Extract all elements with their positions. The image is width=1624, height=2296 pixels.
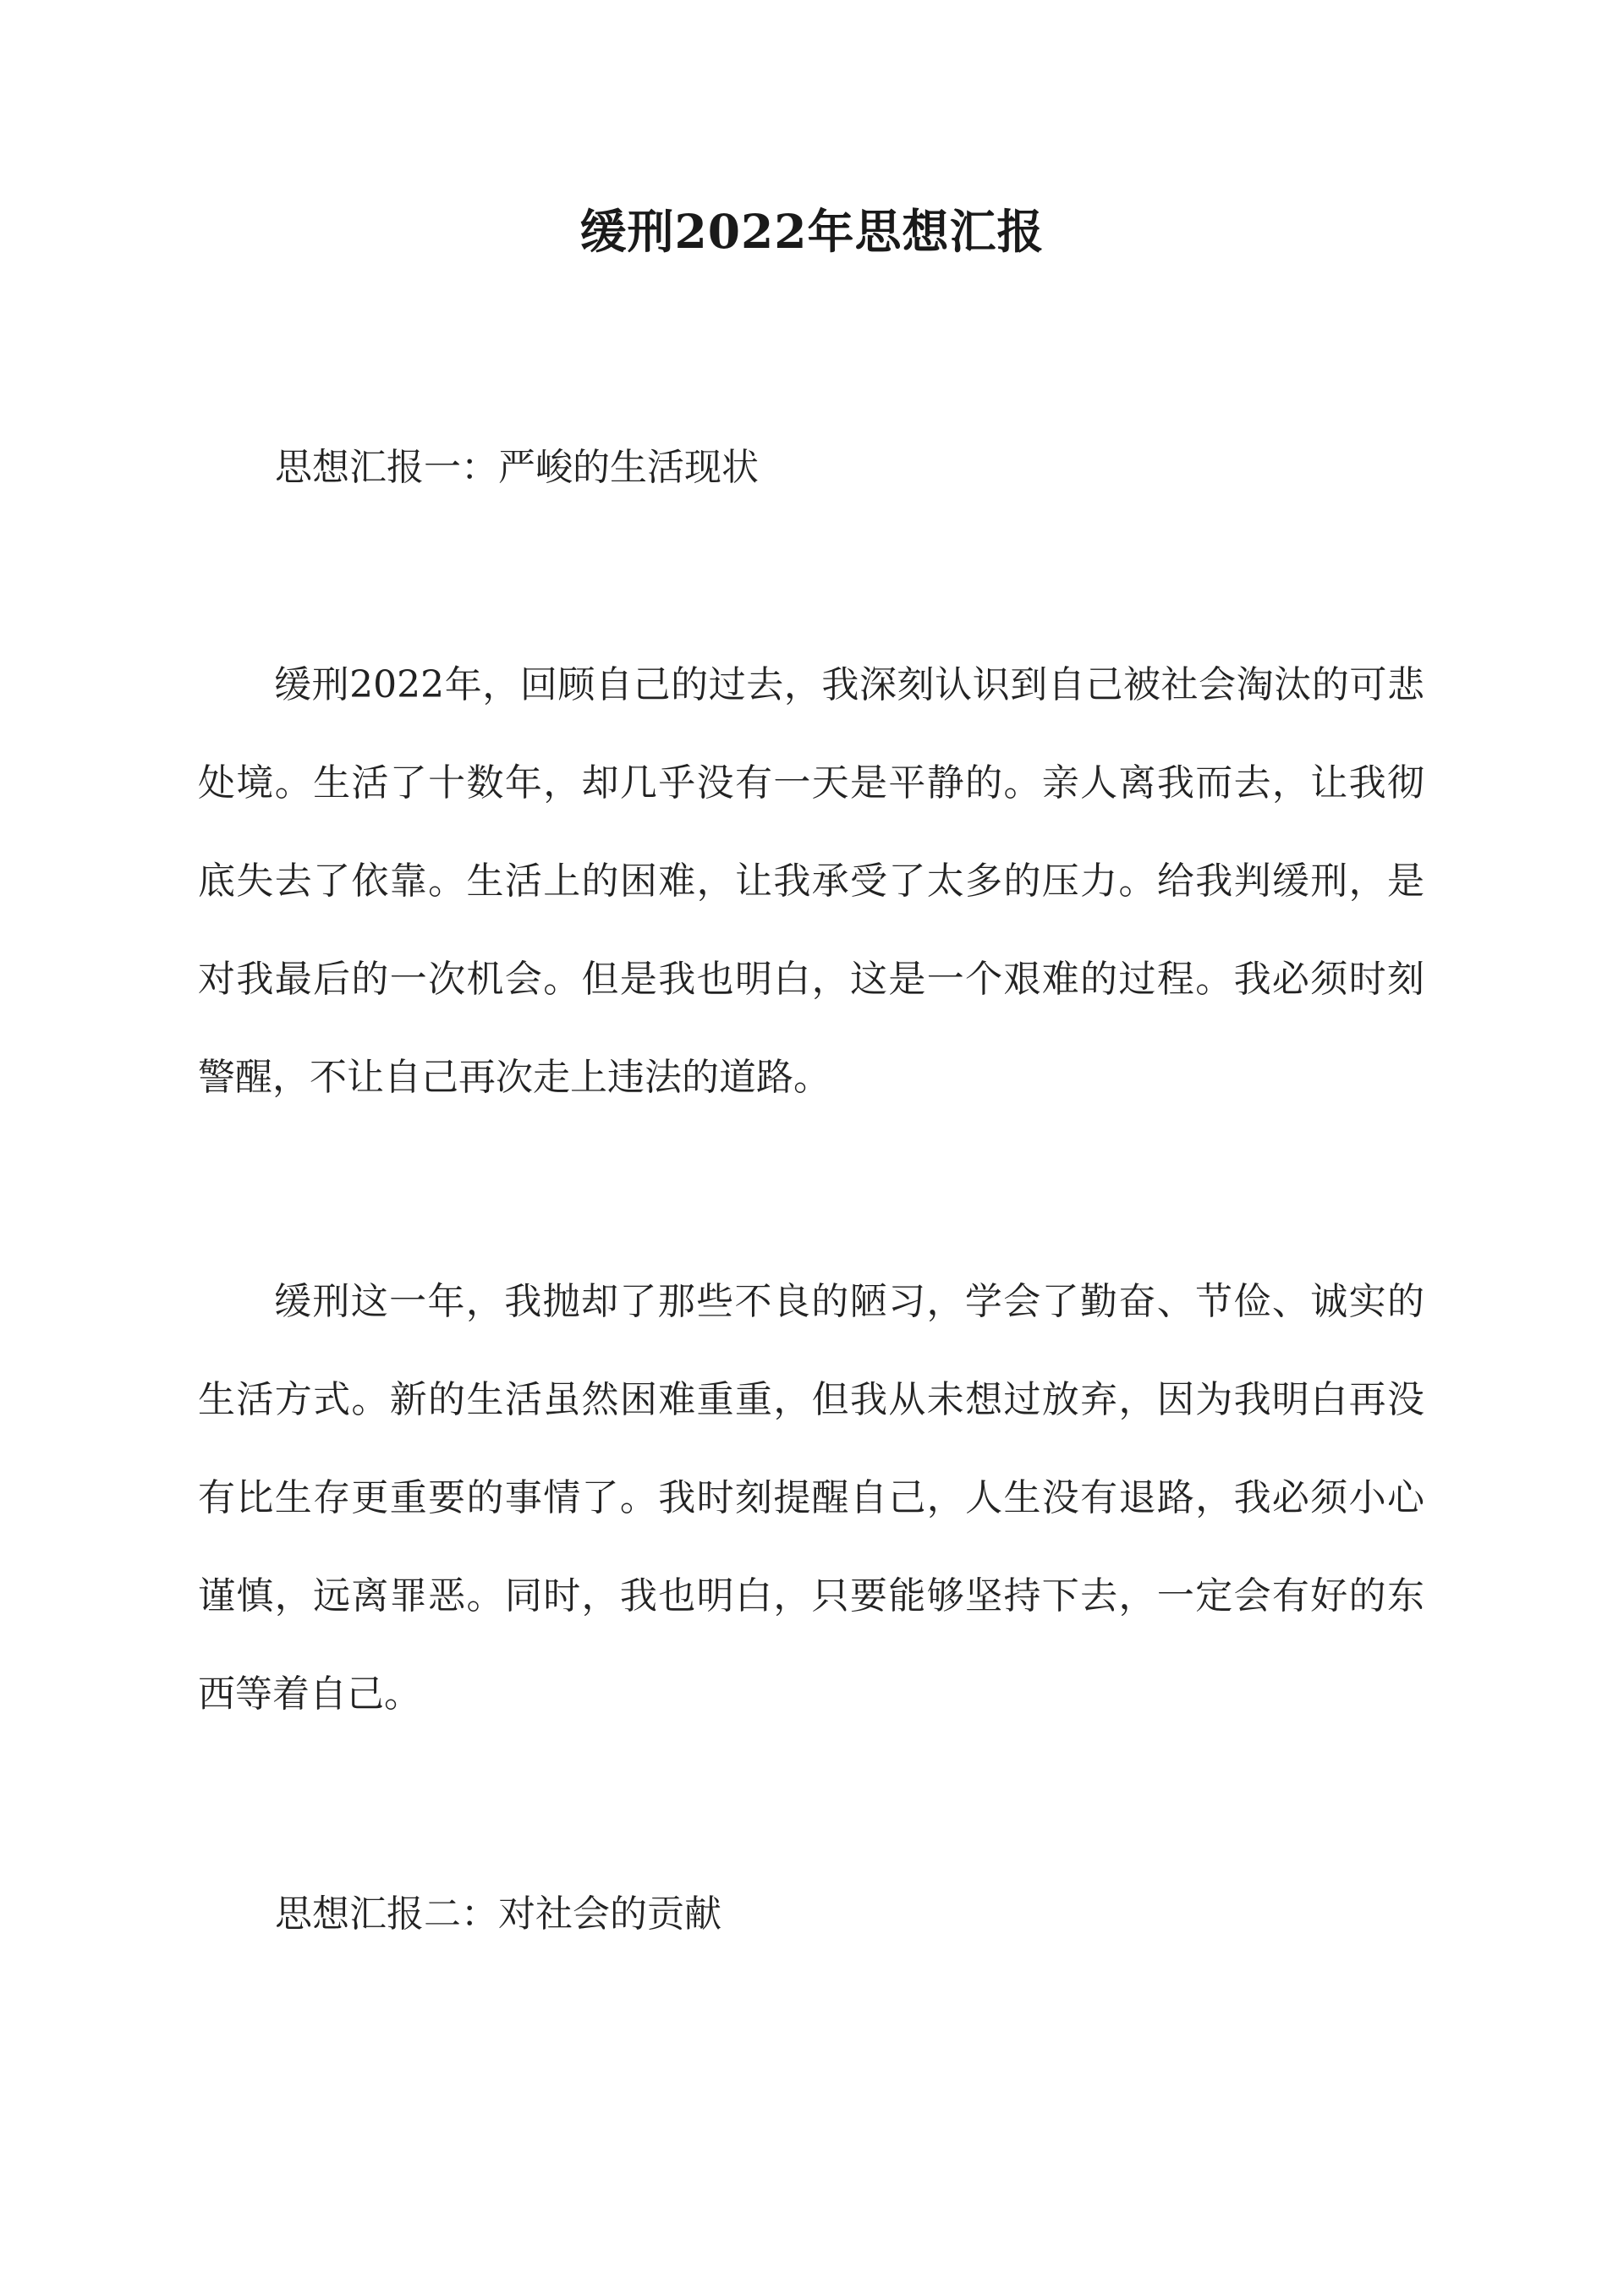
document-title: 缓刑2022年思想汇报 <box>579 204 1045 259</box>
section-heading-2: 思想汇报二：对社会的贡献 <box>275 1892 721 1936</box>
paragraph-1: 缓刑2022年，回顾自己的过去，我深刻认识到自己被社会淘汰的可悲处境。生活了十数年，却几乎没有一天是平静的。亲人离我而去，让我彻底失去了依靠。生活上的困难，让我承受了太多的压力。给我判缓刑，是对我最后的一次机会。但是我也明白，这是一个艰难的过程。我必须时刻警醒，不让自己再次走上违法的道路。 <box>198 663 1424 1099</box>
section-heading-1: 思想汇报一：严峻的生活现状 <box>275 446 759 489</box>
paragraph-2: 缓刑这一年，我抛却了那些不良的陋习，学会了勤奋、节俭、诚实的生活方式。新的生活虽然困难重重，但我从未想过放弃，因为我明白再没有比生存更重要的事情了。我时刻提醒自己，人生没有退路，我必须小心谨慎，远离罪恶。同时，我也明白，只要能够坚持下去，一定会有好的东西等着自己。 <box>198 1280 1424 1716</box>
